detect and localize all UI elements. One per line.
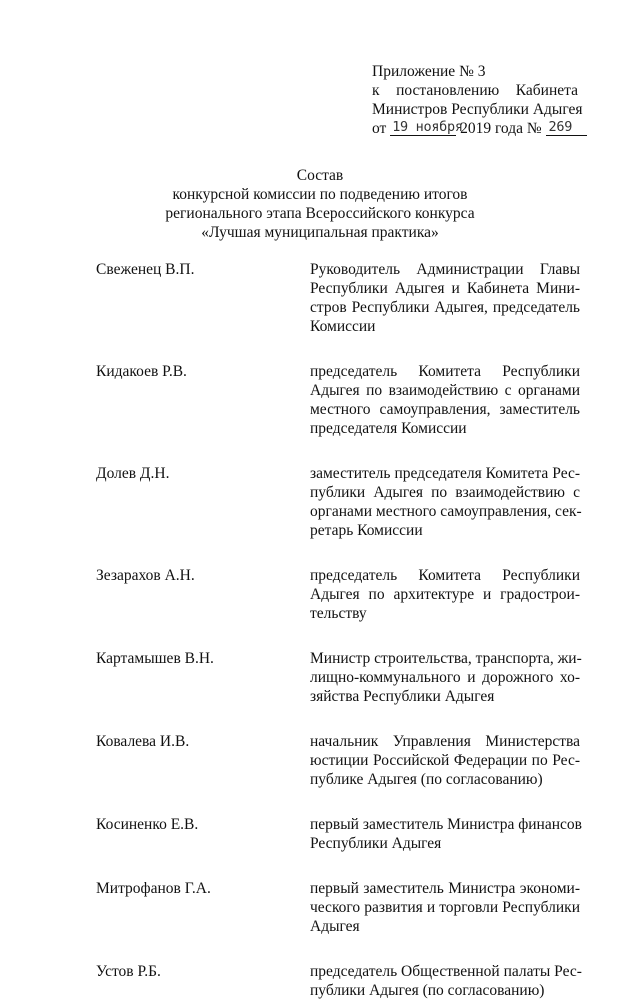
member-role-line: Адыгея xyxy=(310,918,360,935)
member-role-line: местного самоуправления, заместитель xyxy=(310,401,580,418)
member-role-line: зяйства Республики Адыгея xyxy=(310,688,495,705)
member-row xyxy=(96,260,580,336)
title-line: регионального этапа Всероссийского конкурса xyxy=(165,205,475,222)
member-row xyxy=(96,962,580,1000)
member-name: Митрофанов Г.А. xyxy=(96,880,211,897)
member-role-line: лищно-коммунального и дорожного хо- xyxy=(310,669,580,686)
member-name: Картамышев В.Н. xyxy=(96,650,214,667)
member-row xyxy=(96,362,580,438)
member-role xyxy=(310,566,580,623)
member-role xyxy=(310,879,580,936)
member-role-line: заместитель председателя Комитета Рес- xyxy=(310,465,580,482)
member-role-line: публики Адыгея по взаимодействию с xyxy=(310,484,580,501)
member-role xyxy=(310,815,580,853)
member-role-line: Министр строительства, транспорта, жи- xyxy=(310,650,582,667)
title-line: «Лучшая муниципальная практика» xyxy=(201,224,439,241)
member-role-line: юстиции Российской Федерации по Рес- xyxy=(310,752,580,769)
member-role-line: начальник Управления Министерства xyxy=(310,733,580,750)
member-row xyxy=(96,464,580,540)
member-role-line: Комиссии xyxy=(310,318,376,335)
member-role-line: Адыгея по архитектуре и градострои- xyxy=(310,586,580,603)
member-role-line: Республики Адыгея и Кабинета Мини- xyxy=(310,280,580,297)
member-role-line: тельству xyxy=(310,605,367,622)
member-row xyxy=(96,649,580,706)
member-name: Кидакоев Р.В. xyxy=(96,363,187,380)
member-role-line: публики Адыгея (по согласованию) xyxy=(310,982,545,999)
member-row xyxy=(96,879,580,936)
member-name: Долев Д.Н. xyxy=(96,465,170,482)
title-line: Состав xyxy=(296,167,344,184)
member-role-line: председатель Общественной палаты Рес- xyxy=(310,963,582,980)
member-role-line: органами местного самоуправления, сек- xyxy=(310,503,582,520)
handwritten-number: 269 xyxy=(546,120,587,136)
title-line: конкурсной комиссии по подведению итогов xyxy=(172,186,468,203)
member-role-line: первый заместитель Министра финансов xyxy=(310,816,582,833)
member-name: Косиненко Е.В. xyxy=(96,816,199,833)
member-role-line: Республики Адыгея xyxy=(310,835,442,852)
member-name: Зезарахов А.Н. xyxy=(96,567,195,584)
member-row xyxy=(96,815,580,853)
member-role xyxy=(310,362,580,438)
member-role-line: ческого развития и торговли Республики xyxy=(310,899,580,916)
appendix-date-line xyxy=(372,119,578,138)
member-role-line: первый заместитель Министра экономи- xyxy=(310,880,580,897)
member-role-line: стров Республики Адыгея, председатель xyxy=(310,299,580,316)
member-role-line: Адыгея по взаимодействию с органами xyxy=(310,382,580,399)
member-role-line: председатель Комитета Республики xyxy=(310,363,580,380)
member-role-line: председателя Комиссии xyxy=(310,420,467,437)
appendix-resolution-reference: к постановлению Кабинета xyxy=(372,82,578,99)
appendix-issuer: Министров Республики Адыгея xyxy=(372,101,583,118)
member-name: Ковалева И.В. xyxy=(96,733,190,750)
member-role-line: председатель Комитета Республики xyxy=(310,567,580,584)
member-name: Устов Р.Б. xyxy=(96,963,161,980)
member-role xyxy=(310,732,580,789)
date-prefix: от xyxy=(372,120,387,137)
handwritten-date: 19 ноября xyxy=(392,119,463,135)
member-role xyxy=(310,962,580,1000)
member-role-line: ретарь Комиссии xyxy=(310,522,423,539)
appendix-header xyxy=(372,62,583,138)
commission-members-list xyxy=(96,260,580,1000)
member-role-line: Руководитель Администрации Главы xyxy=(310,261,580,278)
member-role xyxy=(310,260,580,336)
member-name: Свеженец В.П. xyxy=(96,261,195,278)
member-role xyxy=(310,464,580,540)
member-row xyxy=(96,566,580,623)
appendix-title: Приложение № 3 xyxy=(372,63,486,80)
member-role-line: публике Адыгея (по согласованию) xyxy=(310,771,543,788)
document-title xyxy=(0,166,640,242)
member-role xyxy=(310,649,580,706)
date-suffix: 2019 года № xyxy=(460,120,542,137)
member-row xyxy=(96,732,580,789)
